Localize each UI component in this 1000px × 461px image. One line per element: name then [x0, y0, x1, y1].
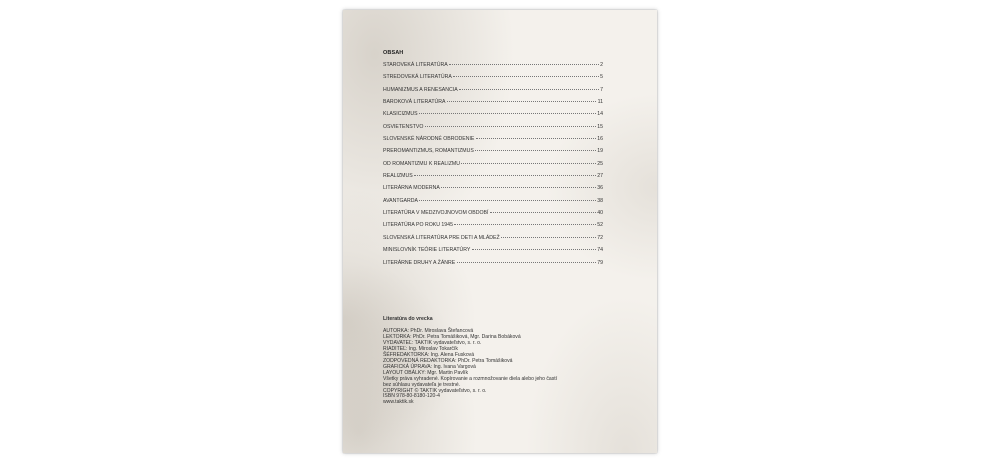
toc-entry-label: LITERÁRNE DRUHY A ŽÁNRE: [383, 259, 456, 266]
dot-leader: [419, 113, 596, 114]
toc-entry-page-number: 11: [597, 99, 603, 106]
toc-entry-label: PREROMANTIZMUS, ROMANTIZMUS: [383, 148, 474, 155]
toc-entry-page-number: 79: [597, 259, 603, 266]
credit-line: www.taktik.sk: [383, 399, 414, 406]
dot-leader: [476, 138, 596, 139]
credit-line: RIADITEĽ: Ing. Miroslav Tokarčík: [383, 345, 458, 352]
toc-entry-page-number: 14: [597, 111, 603, 118]
toc-entry[interactable]: [383, 222, 603, 234]
toc-entry-page-number: 19: [597, 148, 603, 155]
toc-entry[interactable]: [383, 210, 603, 222]
dot-leader: [414, 175, 596, 176]
credit-line: Všetky práva vyhradené. Kopírovanie a rozmnožovanie diela alebo jeho častí: [383, 375, 558, 382]
toc-entry-label: LITERATÚRA V MEDZIVOJNOVOM OBDOBÍ: [383, 210, 489, 217]
toc-entry[interactable]: [383, 87, 603, 99]
credit-line: GRAFICKÁ ÚPRAVA: Ing. Ivana Vargová: [383, 363, 476, 370]
toc-entry-label: STREDOVEKÁ LITERATÚRA: [383, 74, 452, 81]
toc-entry[interactable]: [383, 247, 603, 259]
toc-entry-page-number: 2: [600, 62, 603, 68]
toc-entry-label: KLASICIZMUS: [383, 111, 418, 118]
toc-entry[interactable]: [383, 161, 603, 173]
credit-line: bez súhlasu vydavateľa je trestné.: [383, 381, 461, 388]
toc-entry-page-number: 52: [597, 222, 603, 229]
toc-entry[interactable]: [383, 185, 603, 197]
credits-block: [383, 316, 623, 406]
toc-entry-label: SLOVENSKÁ LITERATÚRA PRE DETI A MLÁDEŽ: [383, 234, 500, 241]
dot-leader: [475, 150, 595, 151]
credit-line: LEKTORKA: PhDr. Petra Tomášiková, Mgr. Darina Bobáková: [383, 333, 521, 340]
toc-entry[interactable]: [383, 136, 603, 148]
toc-entry-label: OD ROMANTIZMU K REALIZMU: [383, 160, 460, 167]
toc-entry-label: BAROKOVÁ LITERATÚRA: [383, 99, 446, 106]
toc-entry-label: REALIZMUS: [383, 173, 413, 180]
dot-leader: [425, 126, 596, 127]
toc-entry[interactable]: [383, 111, 603, 123]
credit-line: ŠÉFREDAKTORKA: Ing. Alena Fusková: [383, 351, 475, 358]
toc-entry[interactable]: [383, 173, 603, 185]
dot-leader: [454, 224, 595, 225]
dot-leader: [490, 212, 596, 213]
toc-entry-label: AVANTGARDA: [383, 197, 418, 204]
toc-entry-label: MINISLOVNÍK TEÓRIE LITERATÚRY: [383, 247, 471, 254]
dot-leader: [419, 200, 595, 201]
dot-leader: [453, 76, 598, 77]
toc-entry-label: LITERÁRNA MODERNA: [383, 185, 440, 192]
credit-lines: [383, 329, 623, 406]
dot-leader: [457, 262, 596, 263]
dot-leader: [449, 64, 598, 65]
dot-leader: [441, 187, 595, 188]
toc-entry-label: LITERATÚRA PO ROKU 1945: [383, 222, 453, 229]
toc-entry-page-number: 15: [597, 123, 603, 130]
toc-entry-page-number: 25: [597, 160, 603, 167]
toc-entry-page-number: 27: [597, 173, 603, 180]
credits-title: Literatúra do vrecka: [383, 316, 433, 322]
toc-title: OBSAH: [383, 50, 404, 56]
document-page: [343, 10, 657, 453]
credit-line: ZODPOVEDNÁ REDAKTORKA: PhDr. Petra Tomášiková: [383, 357, 513, 364]
dot-leader: [461, 163, 595, 164]
toc-entry-label: STAROVEKÁ LITERATÚRA: [383, 62, 448, 68]
toc-entry[interactable]: [383, 260, 603, 272]
toc-entry-page-number: 40: [597, 210, 603, 217]
toc-entry-page-number: 74: [597, 247, 603, 254]
toc-entry-page-number: 72: [597, 234, 603, 241]
credit-line: VYDAVATEĽ: TAKTIK vydavateľstvo, s. r. o.: [383, 339, 482, 346]
toc-entry[interactable]: [383, 198, 603, 210]
credit-line: LAYOUT OBÁLKY: Mgr. Martin Pavlík: [383, 369, 469, 376]
credit-line: AUTORKA: PhDr. Miroslava Štefancová: [383, 328, 474, 334]
toc-entry-page-number: 7: [600, 86, 603, 93]
toc-entry-label: HUMANIZMUS A RENESANCIA: [383, 86, 458, 93]
toc-entry-page-number: 36: [597, 185, 603, 192]
toc-entry[interactable]: [383, 148, 603, 160]
dot-leader: [501, 237, 596, 238]
dot-leader: [472, 249, 596, 250]
dot-leader: [447, 101, 596, 102]
credit-line: COPYRIGHT © TAKTIK vydavateľstvo, s. r. o.: [383, 387, 487, 394]
dot-leader: [459, 89, 598, 90]
toc-entry-page-number: 5: [600, 74, 603, 81]
credit-line: ISBN 978-80-8180-120-4: [383, 393, 440, 400]
toc-entry-page-number: 38: [597, 197, 603, 204]
toc-entry[interactable]: [383, 62, 603, 74]
toc-entry[interactable]: [383, 235, 603, 247]
toc-entry-label: SLOVENSKÉ NÁRODNÉ OBRODENIE: [383, 136, 475, 143]
toc-entry-page-number: 16: [597, 136, 603, 143]
toc-entry[interactable]: [383, 124, 603, 136]
table-of-contents: [383, 62, 603, 272]
toc-entry-label: OSVIETENSTVO: [383, 123, 424, 130]
toc-entry[interactable]: [383, 74, 603, 86]
toc-entry[interactable]: [383, 99, 603, 111]
